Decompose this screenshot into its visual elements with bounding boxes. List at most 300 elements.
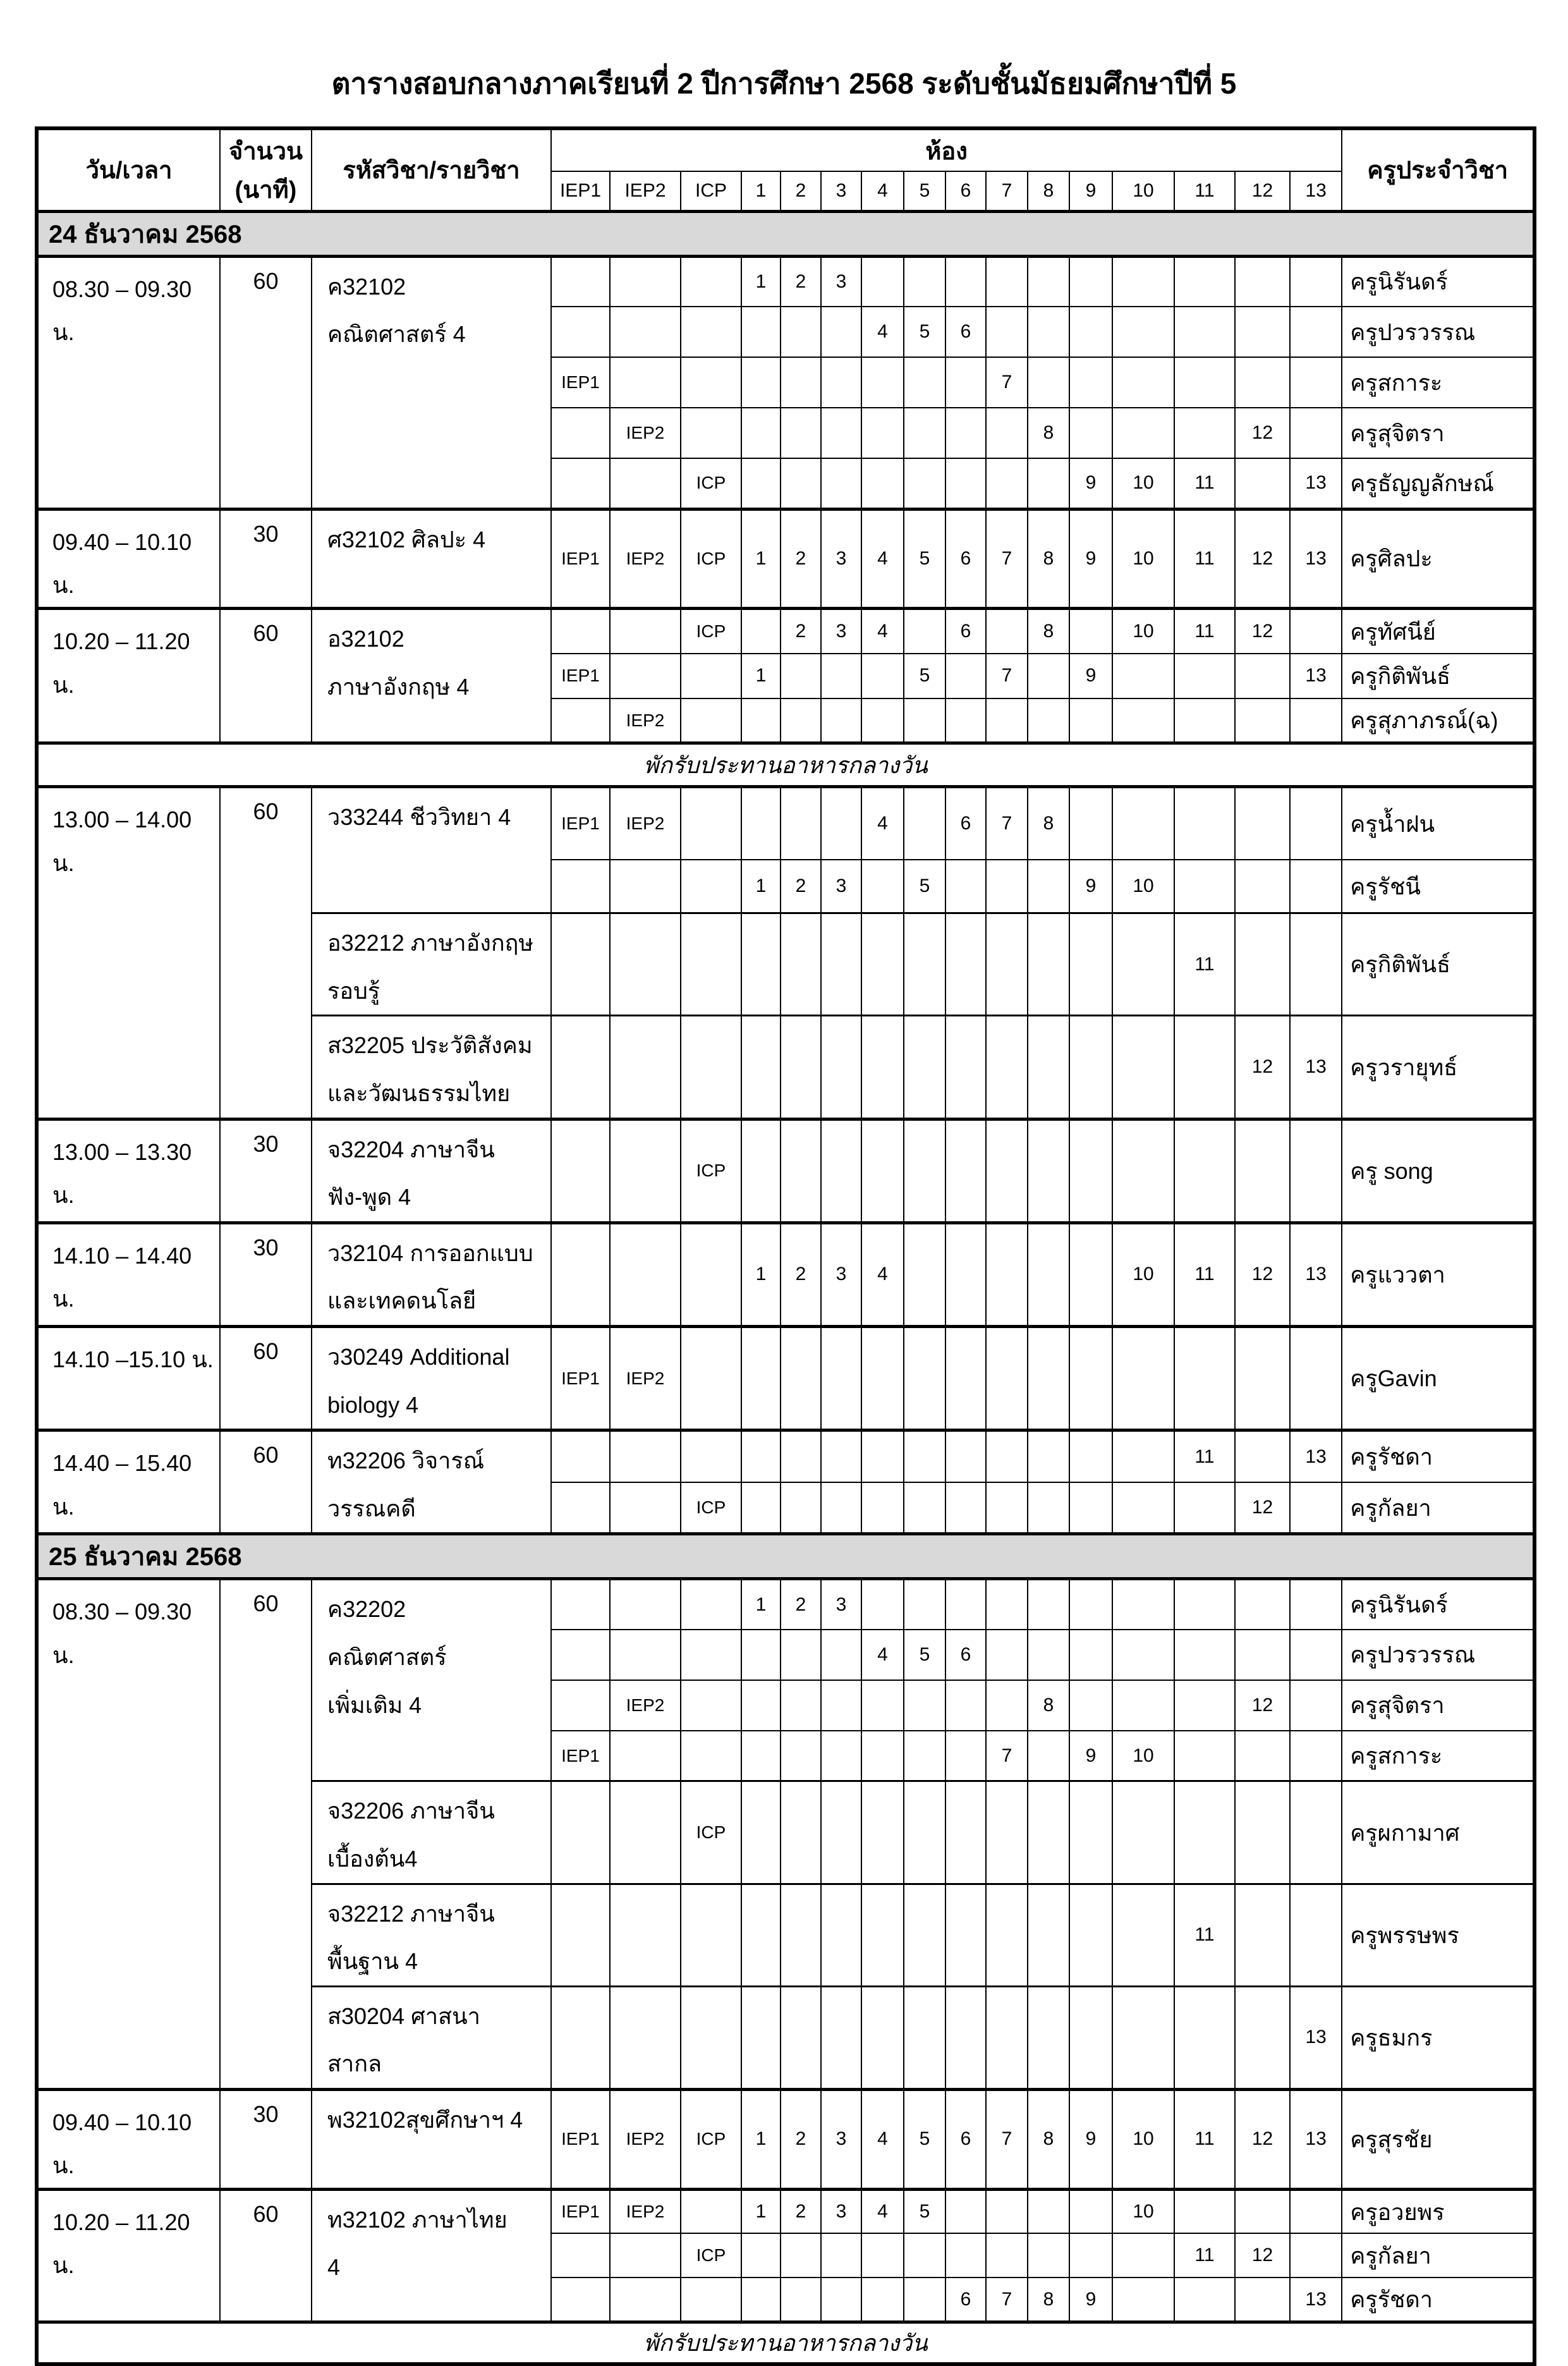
room-cell-7 — [986, 2233, 1028, 2278]
room-cell-6 — [945, 357, 986, 408]
room-cell-7: 7 — [986, 509, 1028, 609]
room-cell-4 — [861, 2233, 904, 2278]
room-cell-2 — [781, 1731, 821, 1781]
room-cell-11: 11 — [1174, 2089, 1235, 2189]
room-cell-IEP2 — [610, 1430, 681, 1482]
room-cell-2 — [781, 1016, 821, 1119]
minutes-cell: 60 — [220, 1430, 312, 1534]
exam-row — [37, 1119, 1535, 1223]
teacher-cell: ครูศิลปะ — [1342, 509, 1535, 609]
room-cell-9 — [1069, 787, 1112, 860]
header-room-4: 4 — [861, 171, 904, 211]
teacher-cell: ครูปวรวรรณ — [1342, 307, 1535, 357]
room-cell-6 — [945, 1986, 986, 2089]
room-cell-9 — [1069, 2233, 1112, 2278]
room-cell-11 — [1174, 256, 1235, 307]
room-cell-13 — [1290, 307, 1342, 357]
room-cell-8: 8 — [1028, 1680, 1069, 1731]
room-cell-12: 12 — [1235, 1016, 1290, 1119]
room-cell-IEP1 — [551, 1781, 610, 1884]
room-cell-1 — [741, 1986, 781, 2089]
exam-row — [37, 1430, 1535, 1482]
time-cell: 09.40 – 10.10 น. — [37, 509, 220, 609]
room-cell-4 — [861, 458, 904, 509]
room-cell-6 — [945, 1781, 986, 1884]
room-cell-ICP — [681, 1016, 741, 1119]
room-cell-9 — [1069, 1327, 1112, 1430]
room-cell-IEP1 — [551, 1223, 610, 1326]
room-cell-11: 11 — [1174, 458, 1235, 509]
time-cell: 08.30 – 09.30 น. — [37, 1579, 220, 2090]
room-cell-11 — [1174, 1016, 1235, 1119]
room-cell-6: 6 — [945, 509, 986, 609]
room-cell-9 — [1069, 256, 1112, 307]
room-cell-9 — [1069, 1430, 1112, 1482]
room-cell-4: 4 — [861, 2089, 904, 2189]
header-subject: รหัสวิชา/รายวิชา — [312, 128, 551, 211]
room-cell-7 — [986, 2189, 1028, 2233]
room-cell-4 — [861, 408, 904, 458]
room-cell-5: 5 — [904, 654, 945, 698]
room-cell-ICP: ICP — [681, 2089, 741, 2189]
subject-cell: ว33244 ชีววิทยา 4 — [312, 787, 551, 913]
room-cell-7 — [986, 408, 1028, 458]
room-cell-1 — [741, 1430, 781, 1482]
room-cell-1 — [741, 1680, 781, 1731]
header-room-10: 10 — [1112, 171, 1174, 211]
room-cell-9 — [1069, 1884, 1112, 1986]
subject-cell: ค32102 คณิตศาสตร์ 4 — [312, 256, 551, 509]
room-cell-13: 13 — [1290, 2089, 1342, 2189]
room-cell-10 — [1112, 913, 1174, 1016]
room-cell-5 — [904, 1119, 945, 1223]
teacher-cell: ครูทัศนีย์ — [1342, 609, 1535, 654]
teacher-cell: ครูนิรันดร์ — [1342, 1579, 1535, 1630]
room-cell-10 — [1112, 1884, 1174, 1986]
teacher-cell: ครูสการะ — [1342, 1731, 1535, 1781]
room-cell-IEP2 — [610, 458, 681, 509]
room-cell-6: 6 — [945, 307, 986, 357]
room-cell-8: 8 — [1028, 408, 1069, 458]
room-cell-IEP1 — [551, 609, 610, 654]
room-cell-12 — [1235, 787, 1290, 860]
time-cell: 13.00 – 14.00 น. — [37, 787, 220, 1119]
header-room-1: 1 — [741, 171, 781, 211]
lunch-break-label: พักรับประทานอาหารกลางวัน — [37, 743, 1535, 787]
room-cell-1: 1 — [741, 509, 781, 609]
room-cell-ICP: ICP — [681, 1119, 741, 1223]
room-cell-12 — [1235, 1119, 1290, 1223]
header-room-13: 13 — [1290, 171, 1342, 211]
header-room-3: 3 — [821, 171, 861, 211]
room-cell-11 — [1174, 1119, 1235, 1223]
room-cell-IEP2 — [610, 1630, 681, 1680]
minutes-cell: 60 — [220, 787, 312, 1119]
room-cell-IEP2 — [610, 1731, 681, 1781]
room-cell-5 — [904, 256, 945, 307]
room-cell-9 — [1069, 1680, 1112, 1731]
room-cell-IEP2: IEP2 — [610, 509, 681, 609]
room-cell-2: 2 — [781, 2089, 821, 2189]
room-cell-6 — [945, 2233, 986, 2278]
room-cell-4 — [861, 860, 904, 913]
room-cell-7 — [986, 609, 1028, 654]
room-cell-1 — [741, 307, 781, 357]
room-cell-1: 1 — [741, 860, 781, 913]
room-cell-3: 3 — [821, 609, 861, 654]
room-cell-6: 6 — [945, 787, 986, 860]
section-date-label: 24 ธันวาคม 2568 — [37, 211, 1535, 256]
room-cell-11 — [1174, 1482, 1235, 1534]
room-cell-1 — [741, 1016, 781, 1119]
room-cell-1 — [741, 1482, 781, 1534]
room-cell-4: 4 — [861, 509, 904, 609]
room-cell-ICP: ICP — [681, 2233, 741, 2278]
room-cell-10 — [1112, 357, 1174, 408]
room-cell-4 — [861, 698, 904, 743]
room-cell-3: 3 — [821, 509, 861, 609]
room-cell-10 — [1112, 2233, 1174, 2278]
room-cell-11 — [1174, 307, 1235, 357]
room-cell-3 — [821, 1680, 861, 1731]
room-cell-7 — [986, 1016, 1028, 1119]
exam-row — [37, 609, 1535, 654]
header-room-2: 2 — [781, 171, 821, 211]
room-cell-5 — [904, 1579, 945, 1630]
room-cell-2 — [781, 698, 821, 743]
teacher-cell: ครูGavin — [1342, 1327, 1535, 1430]
room-cell-13 — [1290, 698, 1342, 743]
room-cell-7 — [986, 1579, 1028, 1630]
teacher-cell: ครูสุรชัย — [1342, 2089, 1535, 2189]
room-cell-ICP: ICP — [681, 1781, 741, 1884]
teacher-cell: ครูแววตา — [1342, 1223, 1535, 1326]
room-cell-6 — [945, 1016, 986, 1119]
room-cell-3 — [821, 1327, 861, 1430]
room-cell-IEP2: IEP2 — [610, 2089, 681, 2189]
room-cell-13: 13 — [1290, 1986, 1342, 2089]
room-cell-10 — [1112, 654, 1174, 698]
room-cell-1 — [741, 1630, 781, 1680]
room-cell-5 — [904, 913, 945, 1016]
room-cell-2 — [781, 787, 821, 860]
room-cell-1: 1 — [741, 256, 781, 307]
time-cell: 08.30 – 09.30 น. — [37, 256, 220, 509]
room-cell-8 — [1028, 2189, 1069, 2233]
room-cell-3 — [821, 1430, 861, 1482]
room-cell-10 — [1112, 1119, 1174, 1223]
room-cell-2 — [781, 1430, 821, 1482]
room-cell-13: 13 — [1290, 654, 1342, 698]
room-cell-13: 13 — [1290, 1223, 1342, 1326]
room-cell-7 — [986, 1884, 1028, 1986]
room-cell-4 — [861, 2278, 904, 2322]
room-cell-6 — [945, 1884, 986, 1986]
room-cell-IEP2 — [610, 1579, 681, 1630]
room-cell-5 — [904, 1327, 945, 1430]
room-cell-2 — [781, 1781, 821, 1884]
room-cell-9: 9 — [1069, 458, 1112, 509]
header-room-IEP2: IEP2 — [610, 171, 681, 211]
teacher-cell: ครูรัชนี — [1342, 860, 1535, 913]
room-cell-9: 9 — [1069, 509, 1112, 609]
time-cell: 13.00 – 13.30 น. — [37, 1119, 220, 1223]
room-cell-3: 3 — [821, 1223, 861, 1326]
exam-schedule-table — [35, 126, 1536, 2366]
room-cell-1 — [741, 2233, 781, 2278]
room-cell-13 — [1290, 1884, 1342, 1986]
room-cell-12 — [1235, 1630, 1290, 1680]
teacher-cell: ครูอวยพร — [1342, 2189, 1535, 2233]
room-cell-10 — [1112, 1430, 1174, 1482]
room-cell-7 — [986, 1223, 1028, 1326]
room-cell-12 — [1235, 1884, 1290, 1986]
room-cell-11 — [1174, 2189, 1235, 2233]
room-cell-7 — [986, 1630, 1028, 1680]
room-cell-1 — [741, 1781, 781, 1884]
room-cell-12 — [1235, 357, 1290, 408]
room-cell-8 — [1028, 307, 1069, 357]
room-cell-8 — [1028, 1630, 1069, 1680]
room-cell-9: 9 — [1069, 1731, 1112, 1781]
room-cell-7 — [986, 860, 1028, 913]
room-cell-11 — [1174, 1731, 1235, 1781]
room-cell-8 — [1028, 1884, 1069, 1986]
room-cell-ICP — [681, 1630, 741, 1680]
room-cell-IEP1: IEP1 — [551, 1327, 610, 1430]
room-cell-IEP1: IEP1 — [551, 787, 610, 860]
room-cell-7 — [986, 256, 1028, 307]
room-cell-ICP — [681, 913, 741, 1016]
room-cell-9: 9 — [1069, 654, 1112, 698]
room-cell-3 — [821, 1482, 861, 1534]
room-cell-12 — [1235, 2278, 1290, 2322]
room-cell-ICP — [681, 787, 741, 860]
teacher-cell: ครูรัชดา — [1342, 2278, 1535, 2322]
room-cell-11 — [1174, 654, 1235, 698]
room-cell-2 — [781, 1680, 821, 1731]
header-room-6: 6 — [945, 171, 986, 211]
room-cell-4 — [861, 1327, 904, 1430]
room-cell-12: 12 — [1235, 609, 1290, 654]
room-cell-IEP1: IEP1 — [551, 357, 610, 408]
room-cell-3 — [821, 2233, 861, 2278]
room-cell-7: 7 — [986, 2089, 1028, 2189]
room-cell-13 — [1290, 1630, 1342, 1680]
room-cell-4 — [861, 1731, 904, 1781]
room-cell-IEP2 — [610, 654, 681, 698]
room-cell-13 — [1290, 1119, 1342, 1223]
room-cell-12 — [1235, 1430, 1290, 1482]
room-cell-IEP2 — [610, 1781, 681, 1884]
room-cell-12 — [1235, 860, 1290, 913]
time-cell: 14.10 –15.10 น. — [37, 1327, 220, 1430]
minutes-cell: 30 — [220, 509, 312, 609]
room-cell-1: 1 — [741, 2189, 781, 2233]
room-cell-ICP — [681, 307, 741, 357]
room-cell-6: 6 — [945, 2278, 986, 2322]
teacher-cell: ครูผกามาศ — [1342, 1781, 1535, 1884]
room-cell-4 — [861, 1482, 904, 1534]
room-cell-10: 10 — [1112, 509, 1174, 609]
room-cell-ICP — [681, 2189, 741, 2233]
exam-row — [37, 1327, 1535, 1430]
room-cell-9: 9 — [1069, 860, 1112, 913]
room-cell-3 — [821, 654, 861, 698]
room-cell-11 — [1174, 1579, 1235, 1630]
room-cell-2: 2 — [781, 609, 821, 654]
room-cell-6 — [945, 408, 986, 458]
room-cell-IEP2 — [610, 609, 681, 654]
room-cell-10: 10 — [1112, 609, 1174, 654]
room-cell-1 — [741, 1119, 781, 1223]
header-room-8: 8 — [1028, 171, 1069, 211]
teacher-cell: ครูปวรวรรณ — [1342, 1630, 1535, 1680]
room-cell-10 — [1112, 256, 1174, 307]
room-cell-10 — [1112, 307, 1174, 357]
room-cell-12: 12 — [1235, 509, 1290, 609]
header-room-12: 12 — [1235, 171, 1290, 211]
room-cell-5 — [904, 2278, 945, 2322]
room-cell-IEP2 — [610, 1016, 681, 1119]
subject-cell: อ32212 ภาษาอังกฤษ รอบรู้ — [312, 913, 551, 1016]
room-cell-9 — [1069, 1223, 1112, 1326]
room-cell-2: 2 — [781, 1579, 821, 1630]
room-cell-13 — [1290, 1327, 1342, 1430]
room-cell-13 — [1290, 1680, 1342, 1731]
minutes-cell: 60 — [220, 2189, 312, 2322]
room-cell-5 — [904, 1884, 945, 1986]
room-cell-IEP1 — [551, 408, 610, 458]
room-cell-IEP2 — [610, 1223, 681, 1326]
room-cell-4 — [861, 357, 904, 408]
room-cell-IEP1 — [551, 1016, 610, 1119]
room-cell-6 — [945, 2189, 986, 2233]
header-room-IEP1: IEP1 — [551, 171, 610, 211]
room-cell-7: 7 — [986, 787, 1028, 860]
room-cell-3 — [821, 698, 861, 743]
room-cell-12 — [1235, 1731, 1290, 1781]
room-cell-ICP: ICP — [681, 609, 741, 654]
room-cell-IEP1 — [551, 1630, 610, 1680]
room-cell-6 — [945, 1119, 986, 1223]
room-cell-IEP1: IEP1 — [551, 2189, 610, 2233]
room-cell-8 — [1028, 458, 1069, 509]
subject-cell: พ32102สุขศึกษาฯ 4 — [312, 2089, 551, 2189]
room-cell-8 — [1028, 860, 1069, 913]
subject-cell: ค32202 คณิตศาสตร์ เพิ่มเติม 4 — [312, 1579, 551, 1781]
teacher-cell: ครูกิติพันธ์ — [1342, 654, 1535, 698]
room-cell-2 — [781, 913, 821, 1016]
room-cell-2: 2 — [781, 509, 821, 609]
room-cell-IEP2 — [610, 307, 681, 357]
room-cell-10 — [1112, 1986, 1174, 2089]
room-cell-13: 13 — [1290, 509, 1342, 609]
room-cell-13 — [1290, 1731, 1342, 1781]
lunch-row — [37, 2322, 1535, 2364]
exam-row — [37, 509, 1535, 609]
room-cell-IEP1: IEP1 — [551, 654, 610, 698]
room-cell-12 — [1235, 654, 1290, 698]
room-cell-8 — [1028, 1986, 1069, 2089]
room-cell-IEP1 — [551, 307, 610, 357]
room-cell-5 — [904, 2233, 945, 2278]
room-cell-2 — [781, 1327, 821, 1430]
room-cell-10: 10 — [1112, 1223, 1174, 1326]
room-cell-13 — [1290, 256, 1342, 307]
room-cell-8 — [1028, 1579, 1069, 1630]
room-cell-2 — [781, 408, 821, 458]
room-cell-12 — [1235, 1327, 1290, 1430]
teacher-cell: ครูรัชดา — [1342, 1430, 1535, 1482]
room-cell-10: 10 — [1112, 860, 1174, 913]
room-cell-11 — [1174, 357, 1235, 408]
room-cell-13 — [1290, 1579, 1342, 1630]
room-cell-7 — [986, 458, 1028, 509]
room-cell-5: 5 — [904, 860, 945, 913]
room-cell-13 — [1290, 787, 1342, 860]
room-cell-11: 11 — [1174, 2233, 1235, 2278]
room-cell-1 — [741, 1884, 781, 1986]
room-cell-4 — [861, 256, 904, 307]
room-cell-8: 8 — [1028, 609, 1069, 654]
room-cell-6 — [945, 1579, 986, 1630]
header-room-ICP: ICP — [681, 171, 741, 211]
room-cell-10: 10 — [1112, 2089, 1174, 2189]
room-cell-6 — [945, 1223, 986, 1326]
room-cell-ICP — [681, 1430, 741, 1482]
room-cell-4 — [861, 1884, 904, 1986]
subject-cell: ว30249 Additional biology 4 — [312, 1327, 551, 1430]
room-cell-12: 12 — [1235, 1223, 1290, 1326]
room-cell-11: 11 — [1174, 1430, 1235, 1482]
room-cell-1: 1 — [741, 654, 781, 698]
room-cell-4: 4 — [861, 609, 904, 654]
teacher-cell: ครูกัลยา — [1342, 2233, 1535, 2278]
room-cell-10 — [1112, 1327, 1174, 1430]
room-cell-3 — [821, 1731, 861, 1781]
room-cell-1 — [741, 408, 781, 458]
room-cell-IEP1 — [551, 2278, 610, 2322]
room-cell-IEP1 — [551, 1986, 610, 2089]
time-cell: 10.20 – 11.20 น. — [37, 2189, 220, 2322]
room-cell-1: 1 — [741, 1223, 781, 1326]
teacher-cell: ครูกัลยา — [1342, 1482, 1535, 1534]
room-cell-8: 8 — [1028, 787, 1069, 860]
room-cell-1 — [741, 1327, 781, 1430]
room-cell-1 — [741, 913, 781, 1016]
room-cell-3: 3 — [821, 1579, 861, 1630]
room-cell-7 — [986, 698, 1028, 743]
room-cell-IEP1: IEP1 — [551, 1731, 610, 1781]
header-teacher: ครูประจำวิชา — [1342, 128, 1535, 211]
room-cell-4: 4 — [861, 787, 904, 860]
room-cell-IEP2: IEP2 — [610, 1680, 681, 1731]
room-cell-8 — [1028, 1223, 1069, 1326]
room-cell-9: 9 — [1069, 2089, 1112, 2189]
subject-cell: ส30204 ศาสนา สากล — [312, 1986, 551, 2089]
room-cell-3: 3 — [821, 860, 861, 913]
room-cell-5 — [904, 1223, 945, 1326]
room-cell-10: 10 — [1112, 458, 1174, 509]
room-cell-10 — [1112, 1680, 1174, 1731]
teacher-cell: ครูพรรษพร — [1342, 1884, 1535, 1986]
room-cell-8 — [1028, 2233, 1069, 2278]
room-cell-2 — [781, 458, 821, 509]
room-cell-1 — [741, 698, 781, 743]
room-cell-3 — [821, 408, 861, 458]
room-cell-3: 3 — [821, 2089, 861, 2189]
